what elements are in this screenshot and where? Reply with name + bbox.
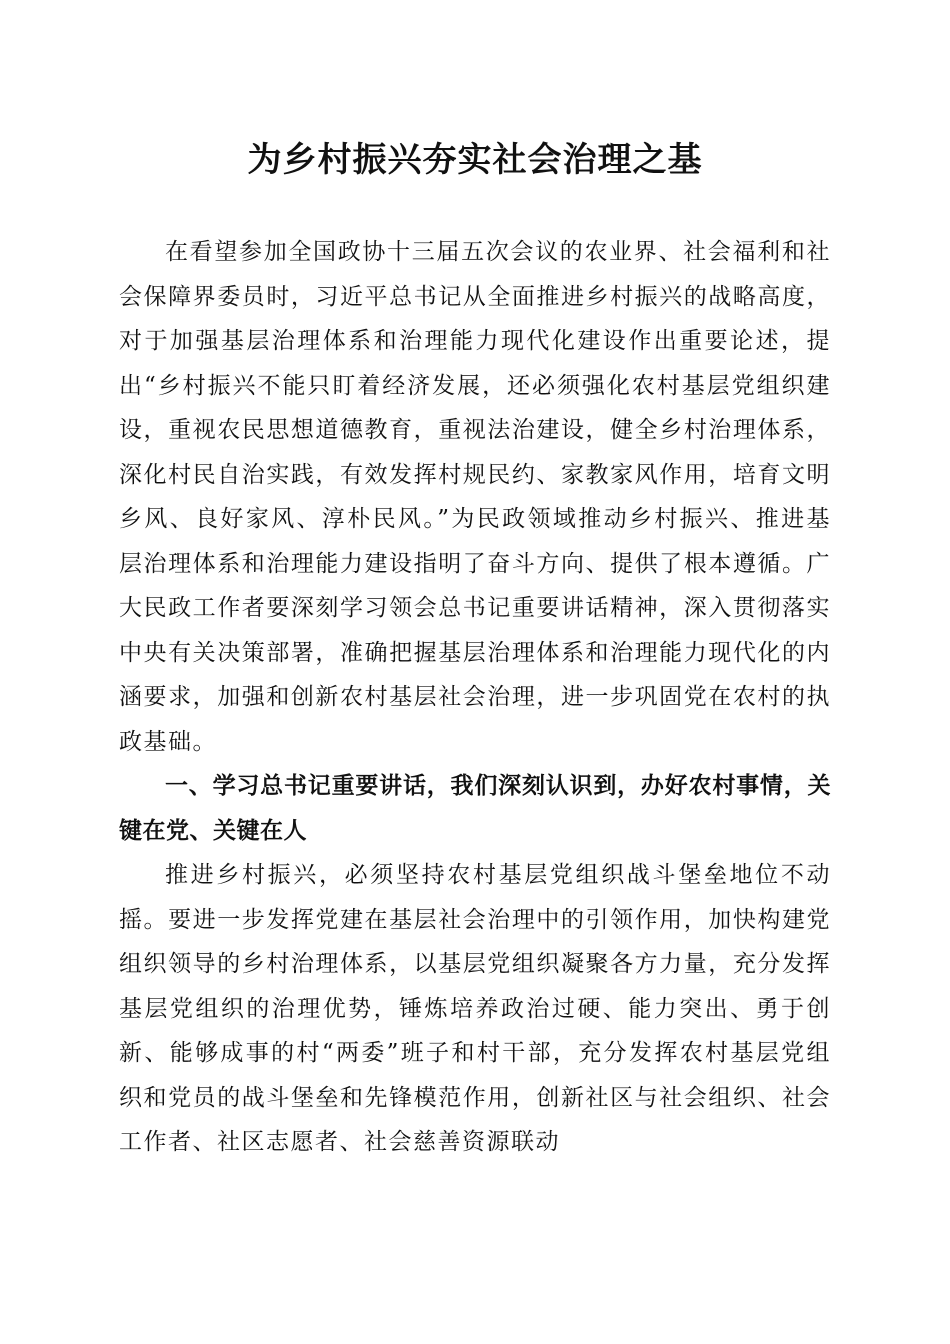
document-title: 为乡村振兴夯实社会治理之基 (247, 140, 703, 180)
document-body (119, 230, 831, 1165)
paragraph-intro: 在看望参加全国政协十三届五次会议的农业界、社会福利和社会保障界委员时，习近平总书记从全面推进乡村振兴的战略高度，对于加强基层治理体系和治理能力现代化建设作出重要论述，提出“乡村振兴不能只盯着经济发展，还必须强化农村基层党组织建设，重视农民思想道德教育，重视法治建设，健全乡村治理体系，深化村民自治实践，有效发挥村规民约、家教家风作用，培育文明乡风、良好家风、淳朴民风。”为民政领域推动乡村振兴、推进基层治理体系和治理能力建设指明了奋斗方向、提供了根本遵循。广大民政工作者要深刻学习领会总书记重要讲话精神，深入贯彻落实中央有关决策部署，准确把握基层治理体系和治理能力现代化的内涵要求，加强和创新农村基层社会治理，进一步巩固党在农村的执政基础。 (119, 239, 831, 755)
section-heading-1: 一、学习总书记重要讲话，我们深刻认识到，办好农村事情，关键在党、关键在人 (119, 773, 831, 844)
paragraph-section-1: 推进乡村振兴，必须坚持农村基层党组织战斗堡垒地位不动摇。要进一步发挥党建在基层社会治理中的引领作用，加快构建党组织领导的乡村治理体系，以基层党组织凝聚各方力量，充分发挥基层党组织的治理优势，锤炼培养政治过硬、能力突出、勇于创新、能够成事的村“两委”班子和村干部，充分发挥农村基层党组织和党员的战斗堡垒和先锋模范作用，创新社区与社会组织、社会工作者、社区志愿者、社会慈善资源联动 (119, 862, 831, 1155)
